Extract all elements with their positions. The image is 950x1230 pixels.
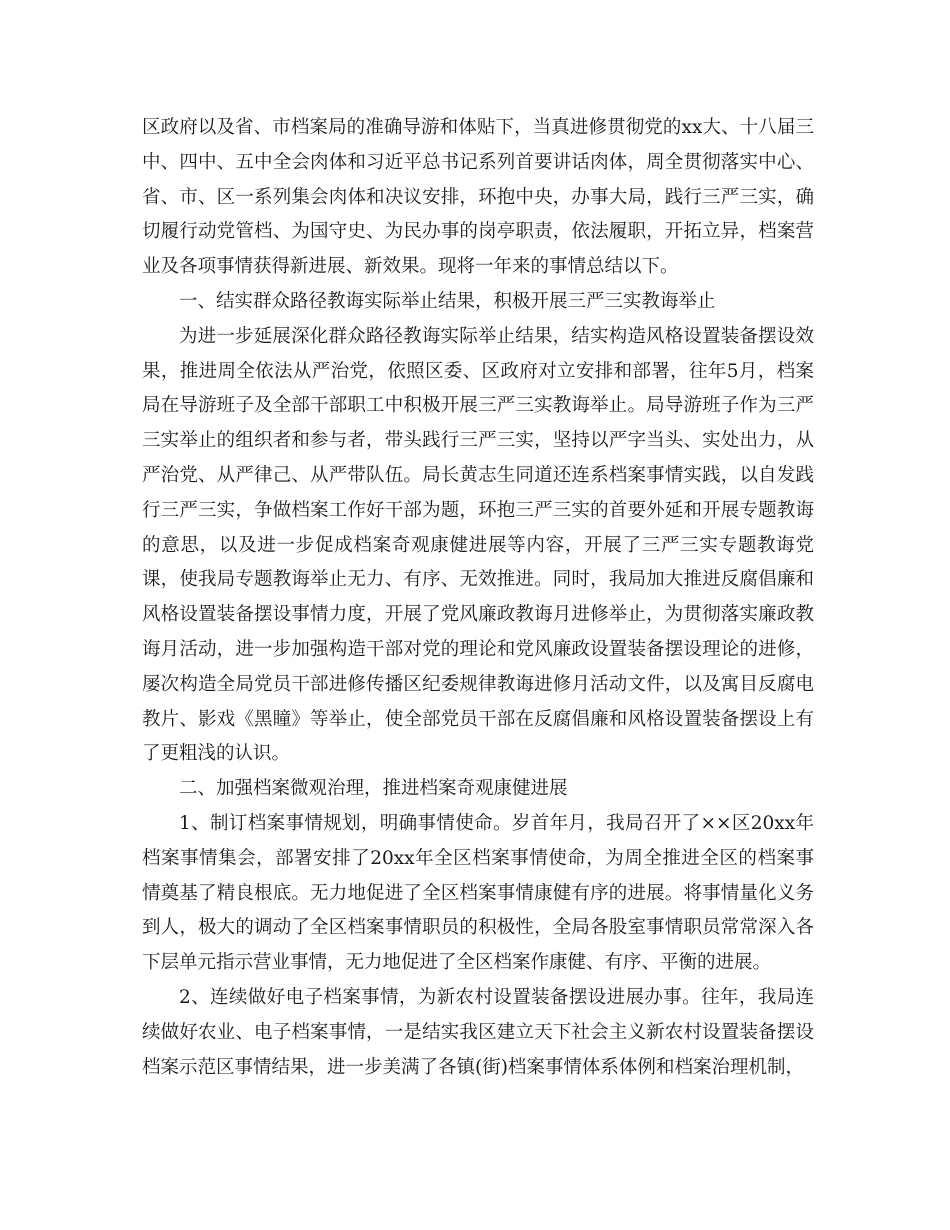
section-1-paragraph: 为进一步延展深化群众路径教诲实际举止结果，结实构造风格设置装备摆设效果，推进周全依法从严治党，依照区委、区政府对立安排和部署，往年5月，档案局在导游班子及全部干部职工中积极开展三严三实教诲举止。局导游班子作为三严三实举止的组织者和参与者，带头践行三严三实，坚持以严字当头、实处出力，从严治党、从严律己、从严带队伍。局长黄志生同道还连系档案事情实践，以自发践行三严三实，争做档案工作好干部为题，环抱三严三实的首要外延和开展专题教诲的意思，以及进一步促成档案奇观康健进展等内容，开展了三严三实专题教诲党课，使我局专题教诲举止无力、有序、无效推进。同时，我局加大推进反腐倡廉和风格设置装备摆设事情力度，开展了党风廉政教诲月进修举止，为贯彻落实廉政教诲月活动，进一步加强构造干部对党的理论和党风廉政设置装备摆设理论的进修，屡次构造全局党员干部进修传播区纪委规律教诲进修月活动文件，以及寓目反腐电教片、影戏《黑瞳》等举止，使全部党员干部在反腐倡廉和风格设置装备摆设上有了更粗浅的认识。 xyxy=(142,325,814,765)
intro-paragraph: 区政府以及省、市档案局的准确导游和体贴下，当真进修贯彻党的xx大、十八届三中、四中、五中全会肉体和习近平总书记系列首要讲话肉体，周全贯彻落实中心、省、市、区一系列集会肉体和决议安排，环抱中央，办事大局，践行三严三实，确切履行动党管档、为国守史、为民办事的岗亭职责，依法履职，开拓立异，档案营业及各项事情获得新进展、新效果。现将一年来的事情总结以下。 xyxy=(142,117,814,278)
document-body xyxy=(142,111,814,1085)
section-2-item-2-paragraph: 2、连续做好电子档案事情，为新农村设置装备摆设进展办事。往年，我局连续做好农业、电子档案事情，一是结实我区建立天下社会主义新农村设置装备摆设档案示范区事情结果，进一步美满了各镇(街)档案事情体系体例和档案治理机制， xyxy=(142,986,814,1078)
section-heading-1: 一、结实群众路径教诲实际举止结果，积极开展三严三实教诲举止 xyxy=(179,290,716,312)
section-2-item-1-paragraph: 1、制订档案事情规划，明确事情使命。岁首年月，我局召开了××区20xx年档案事情集会，部署安排了20xx年全区档案事情使命，为周全推进全区的档案事情奠基了精良根底。无力地促进了全区档案事情康健有序的进展。将事情量化义务到人，极大的调动了全区档案事情职员的积极性，全局各股室事情职员常常深入各下层单元指示营业事情，无力地促进了全区档案作康健、有序、平衡的进展。 xyxy=(142,812,814,974)
section-heading-2: 二、加强档案微观治理，推进档案奇观康健进展 xyxy=(179,778,568,800)
